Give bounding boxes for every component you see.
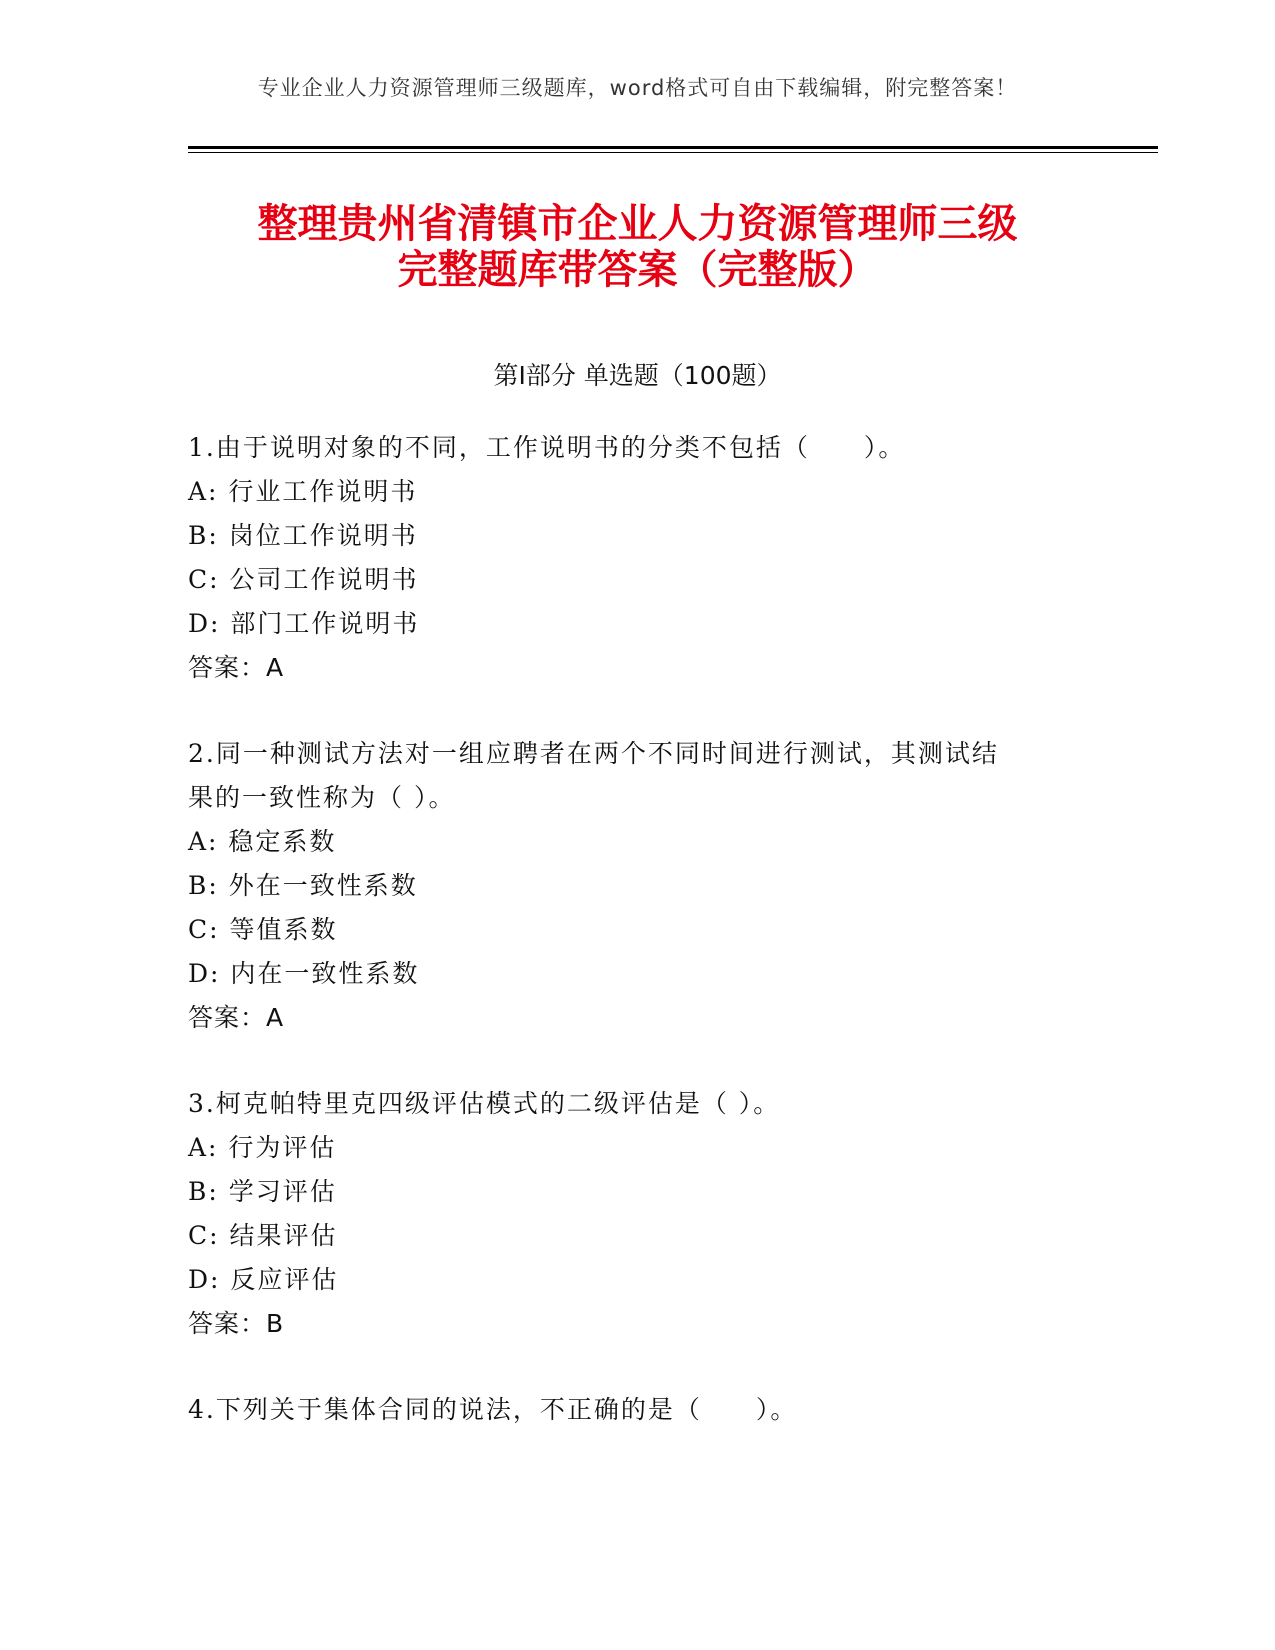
document-title-line2: 完整题库带答案（完整版） bbox=[397, 247, 878, 293]
question-stem: 1.由于说明对象的不同，工作说明书的分类不包括（ ）。 bbox=[188, 433, 906, 462]
option-c: C: 结果评估 bbox=[188, 1221, 338, 1250]
question-stem: 2.同一种测试方法对一组应聘者在两个不同时间进行测试，其测试结 bbox=[188, 739, 999, 768]
answer: 答案：B bbox=[188, 1309, 285, 1338]
option-c: C: 等值系数 bbox=[188, 915, 338, 944]
option-b: B: 外在一致性系数 bbox=[188, 871, 418, 900]
question-stem-continued: 果的一致性称为（ ）。 bbox=[188, 783, 456, 812]
answer: 答案：A bbox=[188, 1003, 285, 1032]
option-d: D: 反应评估 bbox=[188, 1265, 339, 1294]
page-header: 专业企业人力资源管理师三级题库，word格式可自由下载编辑，附完整答案！ bbox=[257, 76, 1018, 100]
section-heading: 第Ⅰ部分 单选题（100题） bbox=[493, 361, 782, 390]
question-stem: 4.下列关于集体合同的说法，不正确的是（ ）。 bbox=[188, 1395, 798, 1424]
option-d: D: 部门工作说明书 bbox=[188, 609, 420, 638]
header-rule bbox=[188, 146, 1158, 149]
option-a: A: 稳定系数 bbox=[188, 827, 337, 856]
option-a: A: 行为评估 bbox=[188, 1133, 337, 1162]
option-a: A: 行业工作说明书 bbox=[188, 477, 418, 506]
option-d: D: 内在一致性系数 bbox=[188, 959, 420, 988]
question-stem: 3.柯克帕特里克四级评估模式的二级评估是（ ）。 bbox=[188, 1089, 781, 1118]
option-b: B: 学习评估 bbox=[188, 1177, 337, 1206]
header-rule-thin bbox=[188, 152, 1158, 153]
answer: 答案：A bbox=[188, 653, 285, 682]
option-c: C: 公司工作说明书 bbox=[188, 565, 419, 594]
document-title: 整理贵州省清镇市企业人力资源管理师三级 bbox=[257, 201, 1018, 247]
option-b: B: 岗位工作说明书 bbox=[188, 521, 418, 550]
